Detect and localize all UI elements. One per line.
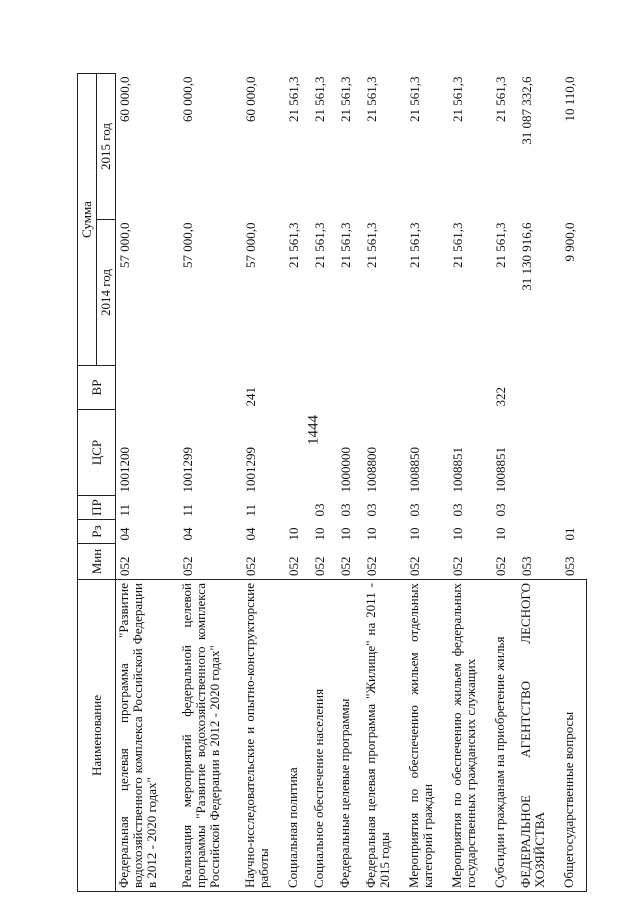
cell-name: Федеральная целевая программа "Жилище" на 2011 - 2015 годы [363,580,406,892]
cell-name: Общегосударственные вопросы [561,580,587,892]
cell-vr [285,366,311,410]
cell-y2014: 21 561,3 [286,222,302,268]
header-sum: Сумма [78,74,97,366]
table-row [492,74,518,892]
table-row [561,74,587,892]
cell-rz: 10 [363,527,379,541]
cell-y2015: 21 561,3 [406,76,422,122]
cell-y2015: 21 561,3 [286,76,302,122]
cell-rz: 10 [286,527,302,541]
cell-csr: 1000000 [337,447,353,493]
cell-name: Научно-исследовательские и опытно-конструкторские работы [242,580,285,892]
table-row [518,74,561,892]
cell-pr: 11 [180,503,196,517]
cell-y2014: 21 561,3 [492,222,508,268]
cell-name: Федеральные целевые программы [337,580,363,892]
cell-y2014: 9 900,0 [561,222,577,262]
cell-y2014: 21 561,3 [449,222,465,268]
cell-csr [518,410,561,496]
cell-name: Реализация мероприятий федеральной целевой программы "Развитие водохозяйственного комплекса Российской Федерации в 2012 - 2020 годах" [179,580,242,892]
cell-pr: 11 [117,503,132,517]
cell-pr: 03 [492,503,508,517]
header-pr: ПР [78,496,116,520]
cell-rz: 10 [406,527,422,541]
cell-y2014: 21 561,3 [337,222,353,268]
cell-min: 053 [518,556,534,576]
cell-vr [179,366,242,410]
cell-rz: 10 [449,527,465,541]
cell-vr [311,366,337,410]
cell-y2015: 10 110,0 [561,76,577,122]
cell-min: 052 [312,556,328,576]
budget-table [77,73,587,892]
cell-pr: 03 [449,503,465,517]
cell-y2015: 21 561,3 [449,76,465,122]
cell-csr [285,410,311,496]
page-number: 1444 [305,415,322,445]
cell-vr: 322 [492,387,508,407]
table-row [449,74,492,892]
table-row [179,74,242,892]
cell-min: 052 [180,556,196,576]
cell-y2014: 57 000,0 [243,222,259,268]
cell-name: Субсидии гражданам на приобретение жилья [492,580,518,892]
cell-pr: 03 [337,503,353,517]
cell-csr: 1001299 [180,447,196,493]
cell-y2014: 57 000,0 [117,222,132,268]
cell-vr [518,366,561,410]
cell-vr [363,366,406,410]
cell-y2014: 57 000,0 [180,222,196,268]
cell-vr [561,366,587,410]
table-row [363,74,406,892]
cell-pr: 03 [406,503,422,517]
cell-rz: 01 [561,527,577,541]
cell-pr: 03 [312,503,328,517]
cell-min: 052 [492,556,508,576]
cell-vr: 241 [243,387,259,407]
cell-rz: 04 [117,527,132,541]
cell-name: Мероприятия по обеспечению жильем федеральных государственных гражданских служащих [449,580,492,892]
cell-csr: 1008850 [406,447,422,493]
cell-pr [561,496,587,520]
cell-csr: 1008800 [363,447,379,493]
cell-min: 053 [561,556,577,576]
cell-name: Социальное обеспечение населения [311,580,337,892]
cell-y2015: 60 000,0 [117,76,132,122]
cell-y2015: 21 561,3 [363,76,379,122]
cell-name: Федеральная целевая программа "Развитие водохозяйственного комплекса Российской Федерации в 2012 - 2020 годах" [116,580,180,892]
cell-y2015: 21 561,3 [337,76,353,122]
cell-csr [561,410,587,496]
cell-y2015: 31 087 332,6 [518,76,534,145]
cell-y2015: 60 000,0 [180,76,196,122]
cell-y2015: 21 561,3 [492,76,508,122]
header-name: Наименование [78,580,116,892]
header-vr: ВР [78,366,116,410]
cell-csr [311,410,337,496]
table-row [311,74,337,892]
header-2015: 2015 год [97,74,116,220]
table-header [78,74,116,892]
cell-vr [116,366,180,410]
header-min: Мин [78,544,116,580]
cell-rz: 10 [312,527,328,541]
cell-rz: 04 [180,527,196,541]
cell-y2014: 21 561,3 [363,222,379,268]
cell-vr [449,366,492,410]
header-csr: ЦСР [78,410,116,496]
cell-rz: 04 [243,527,259,541]
cell-name: Мероприятия по обеспечению жильем отдельных категорий граждан [406,580,449,892]
table-row [116,74,180,892]
cell-min: 052 [286,556,302,576]
cell-vr [337,366,363,410]
cell-pr [285,496,311,520]
cell-y2015: 60 000,0 [243,76,259,122]
cell-min: 052 [337,556,353,576]
cell-csr: 1008851 [492,447,508,493]
cell-min: 052 [406,556,422,576]
cell-min: 052 [449,556,465,576]
cell-y2014: 31 130 916,6 [518,222,534,291]
table-row [406,74,449,892]
cell-pr: 11 [243,503,259,517]
table-body [116,74,587,892]
cell-name: Социальная политика [285,580,311,892]
cell-min: 052 [363,556,379,576]
cell-rz: 10 [492,527,508,541]
header-2014: 2014 год [97,220,116,366]
cell-csr: 1001200 [117,447,132,493]
cell-y2015: 21 561,3 [312,76,328,122]
cell-vr [406,366,449,410]
rotated-page-content [77,74,587,892]
cell-csr: 1001299 [243,447,259,493]
cell-pr: 03 [363,503,379,517]
cell-min: 052 [243,556,259,576]
cell-y2014: 21 561,3 [312,222,328,268]
table-row [285,74,311,892]
table-row [242,74,285,892]
cell-min: 052 [117,556,132,576]
cell-pr [518,496,561,520]
cell-name: ФЕДЕРАЛЬНОЕ АГЕНТСТВО ЛЕСНОГО ХОЗЯЙСТВА [518,580,561,892]
cell-csr: 1008851 [449,447,465,493]
cell-rz: 10 [337,527,353,541]
cell-y2014: 21 561,3 [406,222,422,268]
table-row [337,74,363,892]
header-rz: Рз [78,520,116,544]
cell-rz [518,520,561,544]
